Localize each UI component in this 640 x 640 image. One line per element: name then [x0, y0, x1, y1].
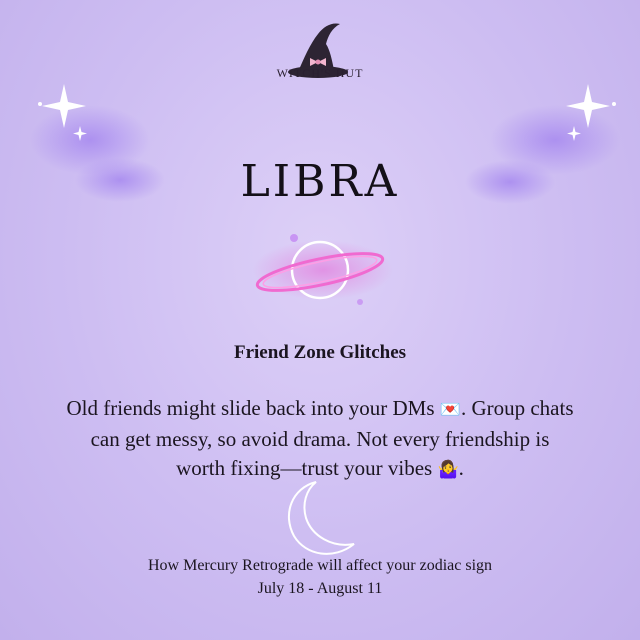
- witch-hat-icon: [270, 14, 370, 94]
- section-heading: Friend Zone Glitches: [233, 342, 407, 363]
- body-line-1-end: . Group chats: [460, 396, 574, 420]
- body-line-3-end: .: [458, 456, 464, 480]
- footer-subtitle: How Mercury Retrograde will affect your zodiac sign: [147, 557, 493, 574]
- brand-name: WITCH'S HUT: [276, 66, 364, 80]
- crescent-moon-icon: [276, 474, 366, 564]
- ringed-planet-icon: [248, 228, 398, 308]
- love-letter-emoji: 💌: [439, 400, 461, 420]
- body-line-3-start: worth fixing—trust your vibes: [176, 456, 438, 480]
- body-line-1-start: Old friends might slide back into your DMs: [66, 396, 440, 420]
- horoscope-body: [24, 394, 616, 485]
- sign-title: LIBRA: [240, 156, 400, 207]
- footer-dates: July 18 - August 11: [257, 580, 383, 597]
- body-line-1: [24, 394, 616, 425]
- body-line-2: can get messy, so avoid drama. Not every friendship is: [90, 427, 550, 451]
- shrug-emoji: 🤷‍♀️: [437, 460, 459, 480]
